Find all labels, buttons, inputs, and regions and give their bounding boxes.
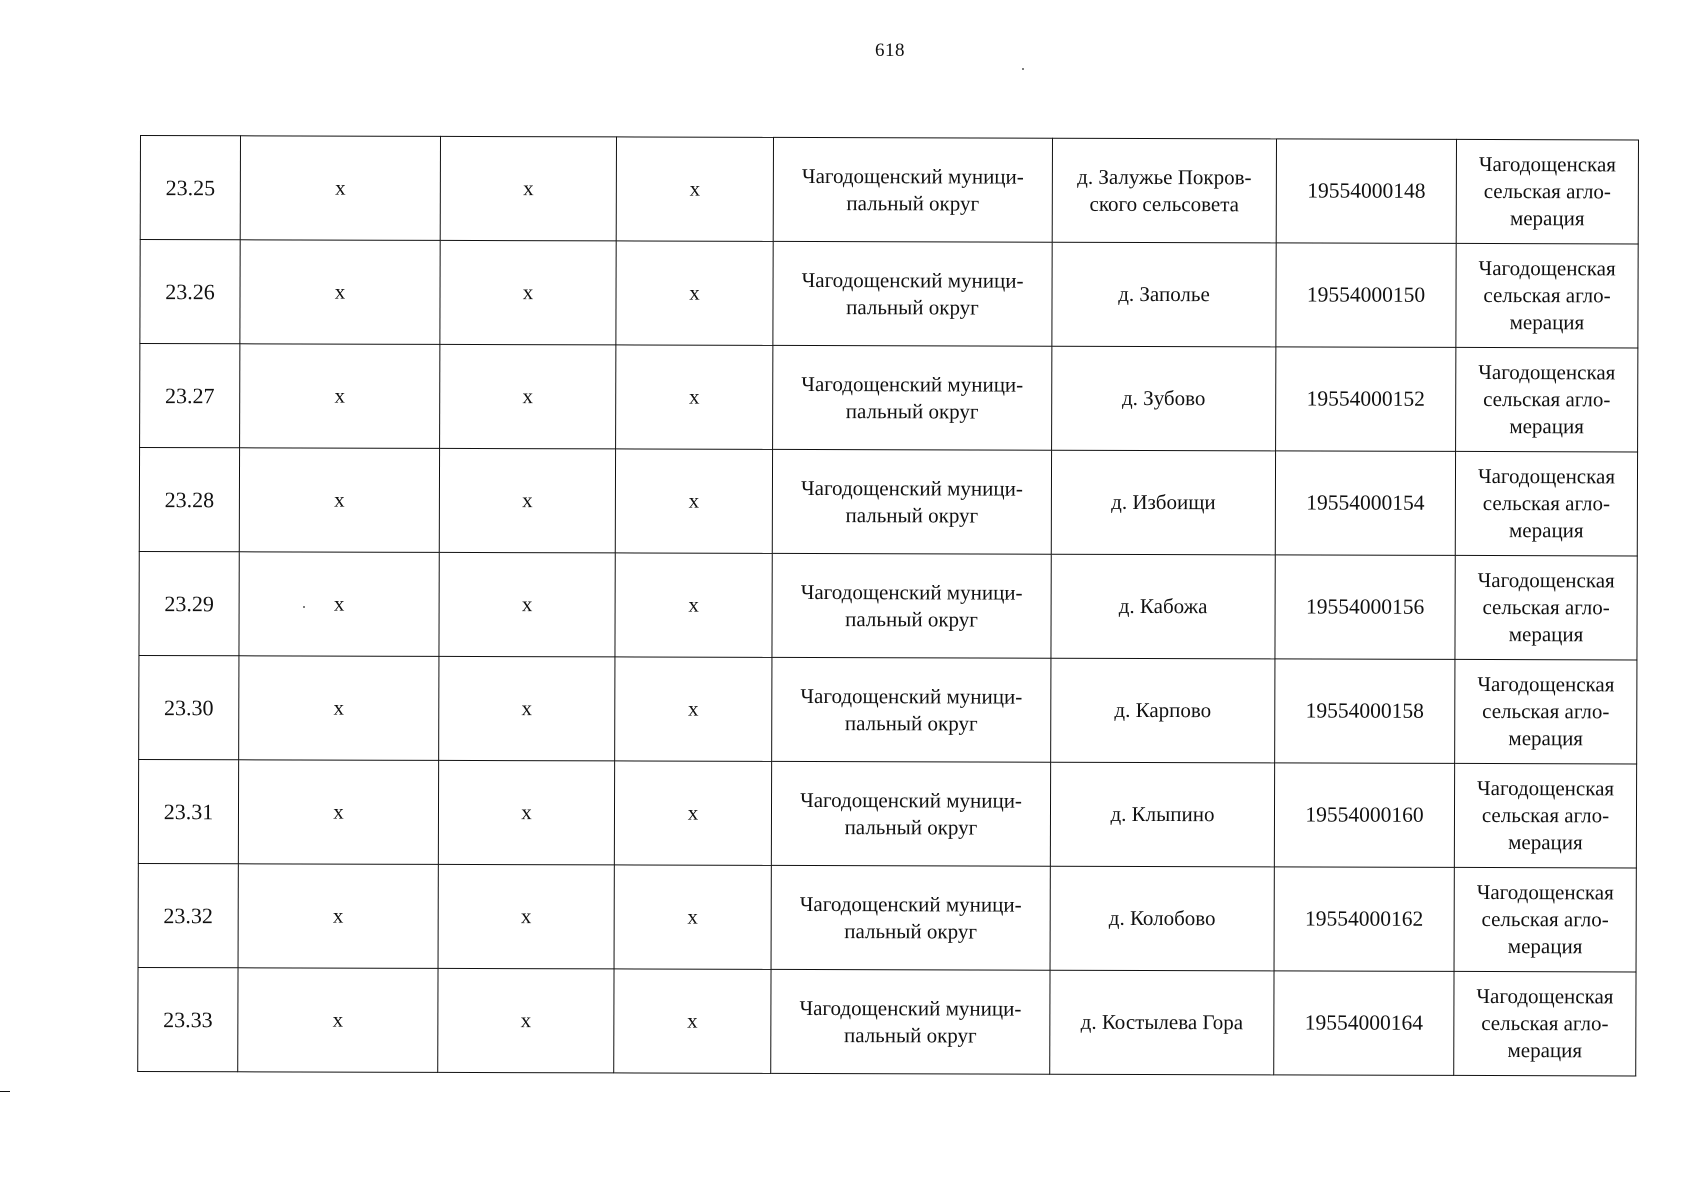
oktmo-code-cell: 19554000162 bbox=[1274, 867, 1454, 972]
settlement-cell bbox=[1050, 866, 1274, 971]
page-number: 618 bbox=[875, 40, 905, 61]
mark-cell: x bbox=[439, 656, 615, 761]
mark-cell: x bbox=[440, 344, 616, 449]
district-cell-line: Чагодощенский муници- bbox=[799, 995, 1022, 1021]
settlements-table bbox=[137, 135, 1639, 1076]
mark-cell: x bbox=[239, 656, 439, 761]
district-cell bbox=[773, 345, 1052, 450]
oktmo-code-cell: 19554000164 bbox=[1274, 971, 1454, 1076]
settlement-cell-line: ского сельсовета bbox=[1089, 191, 1240, 216]
district-cell-line: Чагодощенский муници- bbox=[800, 683, 1023, 709]
agglomeration-cell-line: мерация bbox=[1508, 622, 1584, 647]
settlement-cell-line: д. Заполье bbox=[1118, 281, 1210, 307]
mark-cell: x bbox=[616, 241, 773, 345]
district-cell-line: пальный округ bbox=[846, 294, 979, 319]
table-row bbox=[140, 240, 1638, 348]
mark-cell: x bbox=[616, 345, 773, 449]
settlements-table-wrap bbox=[137, 135, 1638, 1076]
settlement-cell bbox=[1052, 242, 1276, 347]
settlement-cell-line: д. Костылева Гора bbox=[1080, 1009, 1244, 1035]
district-cell bbox=[771, 969, 1050, 1074]
agglomeration-cell-line: мерация bbox=[1508, 830, 1583, 855]
mark-cell: x bbox=[239, 448, 439, 553]
agglomeration-cell bbox=[1456, 139, 1638, 244]
agglomeration-cell-line: мерация bbox=[1508, 726, 1584, 751]
mark-cell: x bbox=[239, 552, 439, 657]
mark-cell: x bbox=[614, 761, 771, 865]
row-number-cell: 23.27 bbox=[140, 344, 240, 448]
table-row bbox=[138, 967, 1636, 1075]
settlement-cell bbox=[1050, 970, 1274, 1075]
table-row bbox=[138, 863, 1636, 971]
table-row bbox=[139, 551, 1637, 659]
mark-cell: x bbox=[438, 760, 614, 865]
table-row bbox=[139, 655, 1637, 763]
district-cell-line: пальный округ bbox=[844, 918, 978, 943]
district-cell-line: Чагодощенский муници- bbox=[801, 163, 1024, 189]
agglomeration-cell-line: мерация bbox=[1509, 414, 1584, 439]
row-number-cell: 23.26 bbox=[140, 240, 240, 344]
settlement-cell bbox=[1051, 658, 1275, 763]
mark-cell: x bbox=[615, 449, 772, 553]
settlement-cell bbox=[1051, 554, 1275, 659]
mark-cell: x bbox=[614, 969, 771, 1073]
row-number-cell: 23.31 bbox=[138, 759, 238, 863]
agglomeration-cell bbox=[1454, 763, 1636, 868]
district-cell-line: пальный округ bbox=[843, 1022, 977, 1047]
row-number-cell: 23.30 bbox=[139, 655, 239, 759]
mark-cell: x bbox=[238, 864, 438, 969]
settlement-cell-line: д. Кабожа bbox=[1118, 593, 1208, 619]
district-cell bbox=[773, 241, 1052, 346]
mark-cell: x bbox=[438, 864, 614, 969]
district-cell-line: Чагодощенский муници- bbox=[800, 475, 1023, 501]
settlement-cell-line: д. Колобово bbox=[1108, 905, 1216, 931]
agglomeration-cell bbox=[1455, 451, 1637, 556]
agglomeration-cell-line: Чагодощенская bbox=[1477, 671, 1615, 697]
mark-cell: x bbox=[438, 968, 614, 1073]
agglomeration-cell-line: сельская агло- bbox=[1482, 490, 1611, 516]
agglomeration-cell bbox=[1454, 971, 1636, 1076]
settlement-cell bbox=[1052, 138, 1276, 243]
agglomeration-cell-line: мерация bbox=[1509, 206, 1585, 231]
district-cell-line: пальный округ bbox=[845, 398, 979, 423]
agglomeration-cell-line: сельская агло- bbox=[1483, 386, 1611, 412]
mark-cell: x bbox=[439, 448, 615, 553]
agglomeration-cell-line: сельская агло- bbox=[1482, 594, 1610, 620]
mark-cell: x bbox=[440, 136, 616, 241]
mark-cell: x bbox=[238, 760, 438, 865]
table-row bbox=[139, 448, 1637, 556]
agglomeration-cell-line: сельская агло- bbox=[1481, 906, 1609, 932]
oktmo-code-cell: 19554000150 bbox=[1276, 243, 1456, 348]
district-cell bbox=[773, 137, 1052, 242]
district-cell bbox=[772, 449, 1051, 554]
agglomeration-cell bbox=[1455, 659, 1637, 764]
agglomeration-cell-line: Чагодощенская bbox=[1476, 983, 1614, 1009]
agglomeration-cell-line: Чагодощенская bbox=[1477, 775, 1615, 801]
district-cell-line: Чагодощенский муници- bbox=[801, 371, 1024, 397]
row-number-cell: 23.29 bbox=[139, 551, 239, 655]
settlement-cell-line: д. Зубово bbox=[1121, 385, 1206, 411]
margin-mark bbox=[0, 1091, 10, 1092]
settlement-cell-line: д. Карпово bbox=[1114, 697, 1212, 723]
district-cell-line: Чагодощенский муници- bbox=[800, 787, 1022, 813]
mark-cell: x bbox=[439, 552, 615, 657]
agglomeration-cell-line: сельская агло- bbox=[1483, 178, 1611, 204]
district-cell-line: пальный округ bbox=[845, 606, 978, 631]
mark-cell: x bbox=[240, 344, 440, 449]
agglomeration-cell-line: сельская агло- bbox=[1482, 698, 1610, 724]
oktmo-code-cell: 19554000154 bbox=[1275, 451, 1455, 556]
mark-cell: x bbox=[240, 240, 440, 345]
agglomeration-cell-line: Чагодощенская bbox=[1478, 151, 1616, 177]
district-cell-line: пальный округ bbox=[844, 710, 978, 735]
table-row bbox=[140, 344, 1638, 452]
agglomeration-cell bbox=[1456, 243, 1638, 348]
agglomeration-cell-line: Чагодощенская bbox=[1476, 879, 1614, 905]
settlement-cell-line: д. Залужье Покров- bbox=[1077, 164, 1252, 189]
mark-cell: x bbox=[240, 136, 440, 241]
district-cell-line: Чагодощенский муници- bbox=[800, 579, 1023, 605]
row-number-cell: 23.33 bbox=[138, 967, 238, 1071]
district-cell-line: Чагодощенский муници- bbox=[799, 891, 1022, 917]
agglomeration-cell-line: Чагодощенская bbox=[1477, 463, 1616, 489]
district-cell bbox=[771, 761, 1050, 866]
district-cell bbox=[771, 865, 1050, 970]
agglomeration-cell-line: мерация bbox=[1507, 934, 1583, 959]
mark-cell: x bbox=[616, 137, 773, 241]
table-row bbox=[138, 759, 1636, 867]
district-cell-line: пальный округ bbox=[845, 502, 979, 527]
agglomeration-cell-line: Чагодощенская bbox=[1478, 359, 1616, 385]
agglomeration-cell-line: мерация bbox=[1507, 1038, 1583, 1063]
agglomeration-cell-line: мерация bbox=[1509, 518, 1584, 543]
mark-cell: x bbox=[614, 865, 771, 969]
settlement-cell-line: д. Клыпино bbox=[1110, 801, 1215, 827]
settlement-cell bbox=[1051, 450, 1275, 555]
district-cell-line: пальный округ bbox=[846, 190, 980, 215]
agglomeration-cell-line: сельская агло- bbox=[1481, 1010, 1609, 1036]
oktmo-code-cell: 19554000152 bbox=[1276, 347, 1456, 452]
agglomeration-cell-line: сельская агло- bbox=[1481, 802, 1610, 828]
district-cell-line: пальный округ bbox=[844, 814, 978, 839]
mark-cell: x bbox=[238, 968, 438, 1073]
row-number-cell: 23.25 bbox=[140, 136, 240, 240]
row-number-cell: 23.28 bbox=[139, 448, 239, 552]
row-number-cell: 23.32 bbox=[138, 863, 238, 967]
mark-cell: x bbox=[615, 553, 772, 657]
mark-cell: x bbox=[615, 657, 772, 761]
oktmo-code-cell: 19554000156 bbox=[1275, 555, 1455, 660]
oktmo-code-cell: 19554000158 bbox=[1275, 659, 1455, 764]
settlement-cell bbox=[1050, 762, 1274, 867]
agglomeration-cell bbox=[1455, 555, 1637, 660]
agglomeration-cell-line: Чагодощенская bbox=[1477, 567, 1615, 593]
district-cell-line: Чагодощенский муници- bbox=[801, 267, 1024, 293]
mark-cell: x bbox=[440, 240, 616, 345]
district-cell bbox=[772, 553, 1051, 658]
scan-speck bbox=[1022, 68, 1024, 70]
agglomeration-cell-line: Чагодощенская bbox=[1478, 255, 1616, 281]
settlement-cell bbox=[1052, 346, 1276, 451]
table-body bbox=[138, 136, 1639, 1076]
district-cell bbox=[772, 657, 1051, 762]
settlement-cell-line: д. Избоищи bbox=[1111, 489, 1216, 515]
agglomeration-cell bbox=[1454, 867, 1636, 972]
table-row bbox=[140, 136, 1638, 244]
agglomeration-cell-line: сельская агло- bbox=[1483, 282, 1611, 308]
oktmo-code-cell: 19554000160 bbox=[1274, 763, 1454, 868]
oktmo-code-cell: 19554000148 bbox=[1276, 139, 1456, 244]
agglomeration-cell bbox=[1456, 347, 1638, 452]
agglomeration-cell-line: мерация bbox=[1509, 310, 1585, 335]
